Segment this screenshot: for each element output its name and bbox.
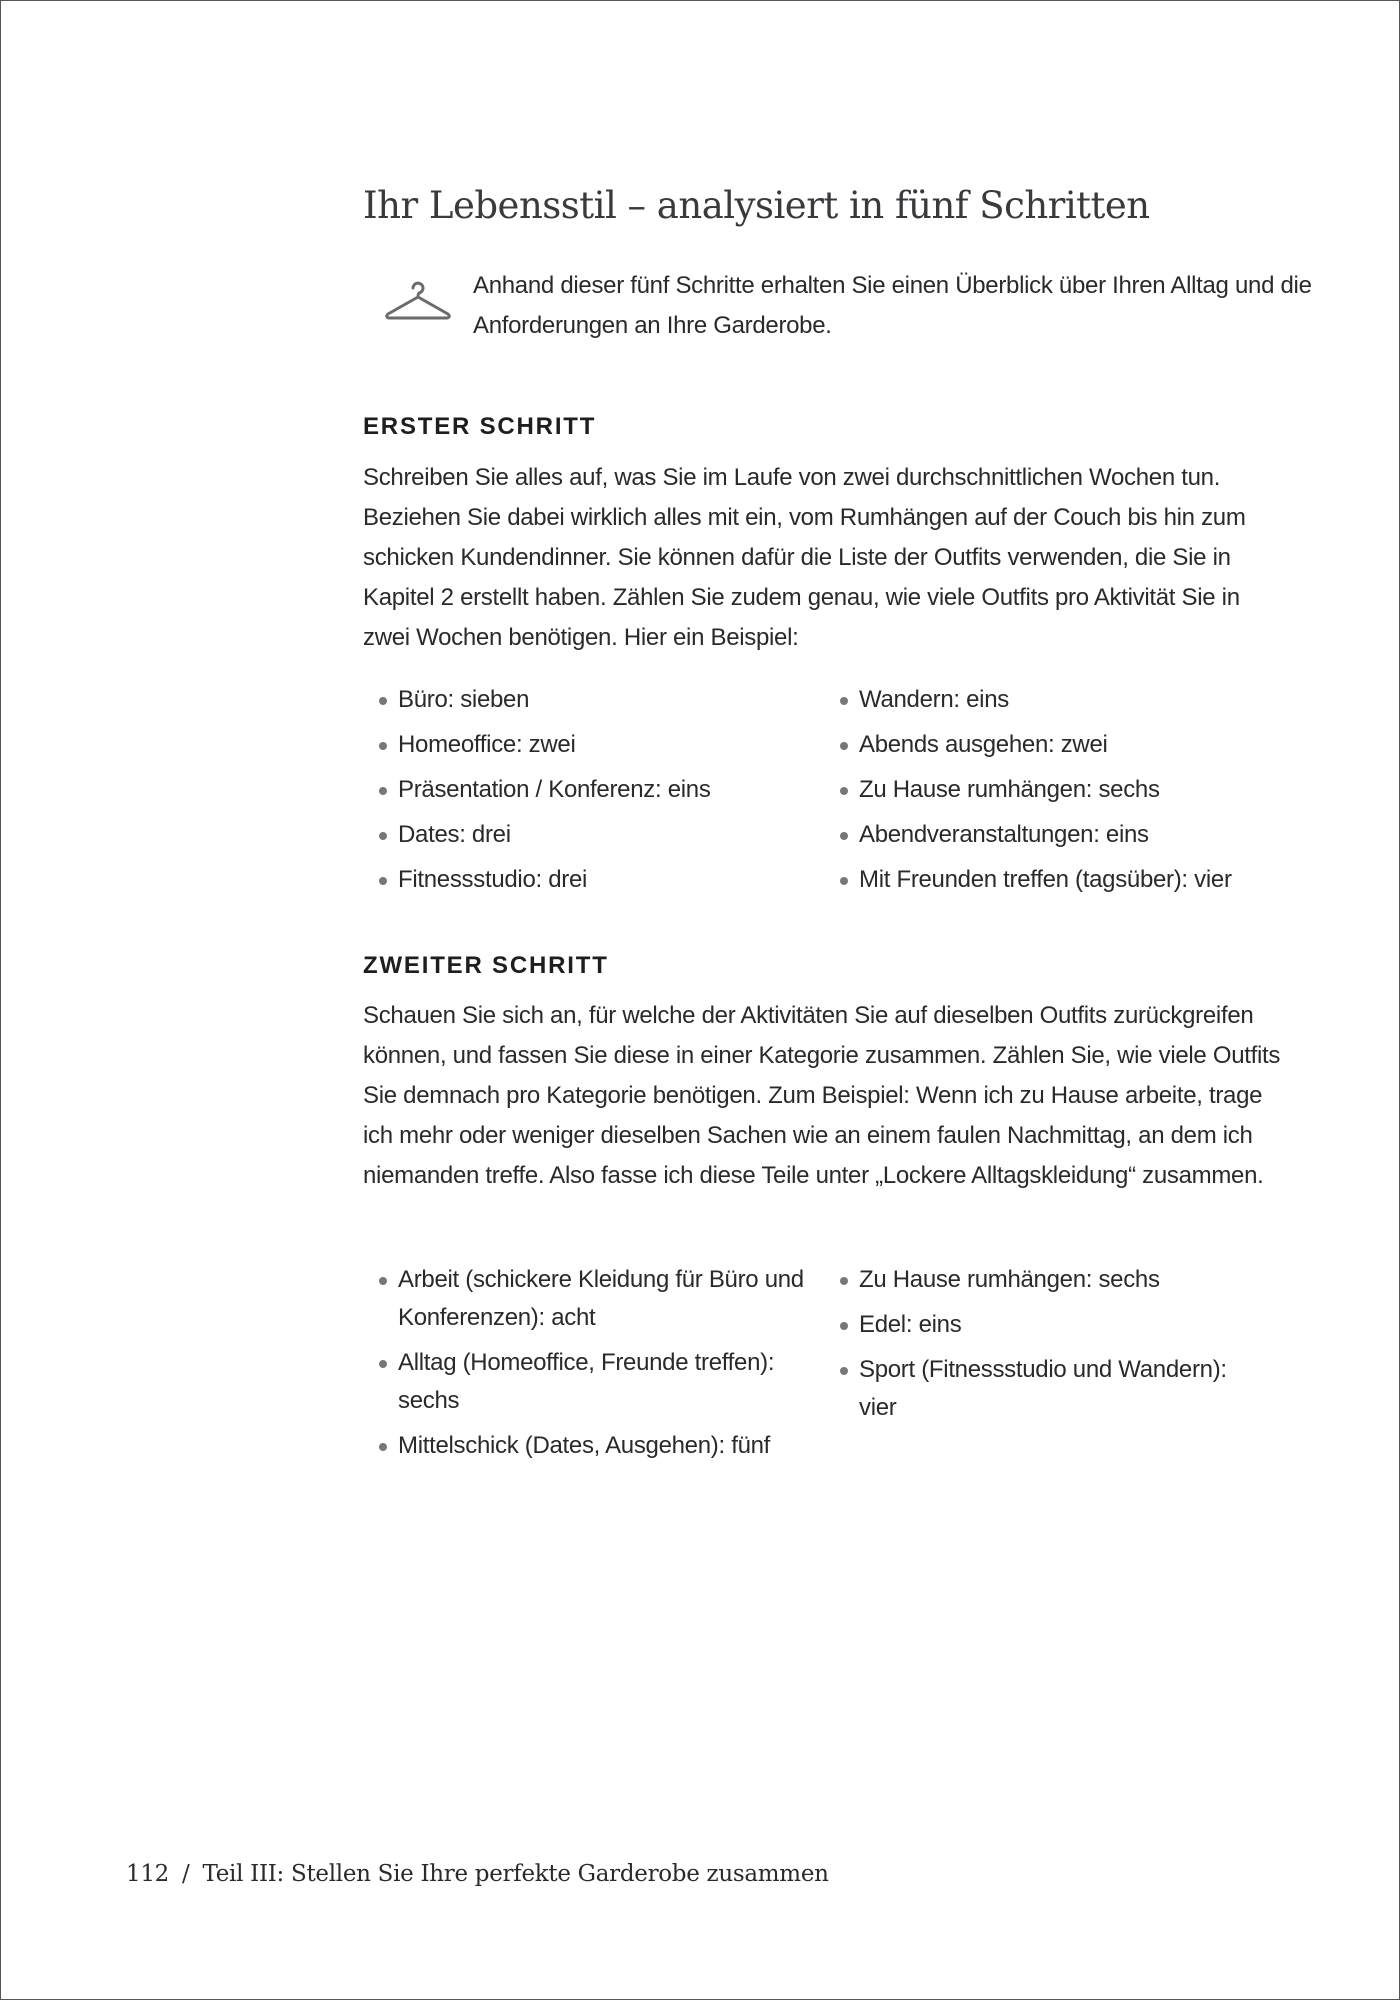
bullet-icon bbox=[840, 877, 848, 885]
list-item: Arbeit (schickere Kleidung für Büro und Konferenzen): acht bbox=[376, 1261, 806, 1337]
bullet-icon bbox=[840, 1367, 848, 1375]
bullet-icon bbox=[840, 1277, 848, 1285]
list-item: Mittelschick (Dates, Ausgehen): fünf bbox=[376, 1427, 806, 1465]
list-item: Abends ausgehen: zwei bbox=[837, 726, 1297, 764]
footer-separator: / bbox=[182, 1861, 190, 1887]
list-item: Edel: eins bbox=[837, 1306, 1267, 1344]
bullet-icon bbox=[379, 1443, 387, 1451]
list-item: Wandern: eins bbox=[837, 681, 1297, 719]
step2-list-left bbox=[376, 1261, 806, 1472]
page-footer bbox=[126, 1861, 829, 1887]
hanger-icon bbox=[383, 278, 453, 326]
list-item: Dates: drei bbox=[376, 816, 816, 854]
bullet-icon bbox=[379, 1277, 387, 1285]
list-item: Homeoffice: zwei bbox=[376, 726, 816, 764]
bullet-icon bbox=[840, 1322, 848, 1330]
step2-heading: ZWEITER SCHRITT bbox=[363, 952, 609, 979]
bullet-icon bbox=[379, 832, 387, 840]
list-item: Mit Freunden treffen (tagsüber): vier bbox=[837, 861, 1297, 899]
bullet-icon bbox=[840, 697, 848, 705]
list-item: Alltag (Homeoffice, Freunde treffen): sechs bbox=[376, 1344, 806, 1420]
list-item: Zu Hause rumhängen: sechs bbox=[837, 771, 1297, 809]
list-item: Präsentation / Konferenz: eins bbox=[376, 771, 816, 809]
step2-list-right bbox=[837, 1261, 1267, 1434]
list-item: Sport (Fitnessstudio und Wandern): vier bbox=[837, 1351, 1267, 1427]
bullet-icon bbox=[379, 697, 387, 705]
bullet-icon bbox=[840, 832, 848, 840]
step1-heading: ERSTER SCHRITT bbox=[363, 413, 597, 440]
step1-text: Schreiben Sie alles auf, was Sie im Laufe von zwei durchschnittlichen Wochen tun. Beziehen Sie dabei wirklich alles mit ein, vom Rumhängen auf der Couch bis hin zum schicken Kundendinner. Sie können dafür die Liste der Outfits verwenden, die Sie in Kapitel 2 erstellt haben. Zählen Sie zudem genau, wie viele Outfits pro Aktivität Sie in zwei Wochen benötigen. Hier ein Beispiel: bbox=[363, 464, 1246, 651]
step1-list-right bbox=[837, 681, 1297, 906]
bullet-icon bbox=[379, 787, 387, 795]
page-title: Ihr Lebensstil – analysiert in fünf Schritten bbox=[363, 184, 1150, 227]
list-item: Abendveranstaltungen: eins bbox=[837, 816, 1297, 854]
step1-list-left bbox=[376, 681, 816, 906]
bullet-icon bbox=[379, 877, 387, 885]
bullet-icon bbox=[840, 742, 848, 750]
list-item: Zu Hause rumhängen: sechs bbox=[837, 1261, 1267, 1299]
intro-text: Anhand dieser fünf Schritte erhalten Sie einen Überblick über Ihren Alltag und die Anforderungen an Ihre Garderobe. bbox=[473, 272, 1312, 339]
page-number: 112 bbox=[126, 1861, 169, 1887]
section-title: Teil III: Stellen Sie Ihre perfekte Garderobe zusammen bbox=[202, 1861, 829, 1887]
bullet-icon bbox=[379, 1360, 387, 1368]
bullet-icon bbox=[379, 742, 387, 750]
step2-text: Schauen Sie sich an, für welche der Aktivitäten Sie auf dieselben Outfits zurückgreifen können, und fassen Sie diese in einer Kategorie zusammen. Zählen Sie, wie viele Outfits Sie demnach pro Kategorie benötigen. Zum Beispiel: Wenn ich zu Hause arbeite, trage ich mehr oder weniger dieselben Sachen wie an einem faulen Nachmittag, an dem ich niemanden treffe. Also fasse ich diese Teile unter „Lockere Alltagskleidung“ zusammen. bbox=[363, 1002, 1281, 1189]
list-item: Fitnessstudio: drei bbox=[376, 861, 816, 899]
list-item: Büro: sieben bbox=[376, 681, 816, 719]
bullet-icon bbox=[840, 787, 848, 795]
